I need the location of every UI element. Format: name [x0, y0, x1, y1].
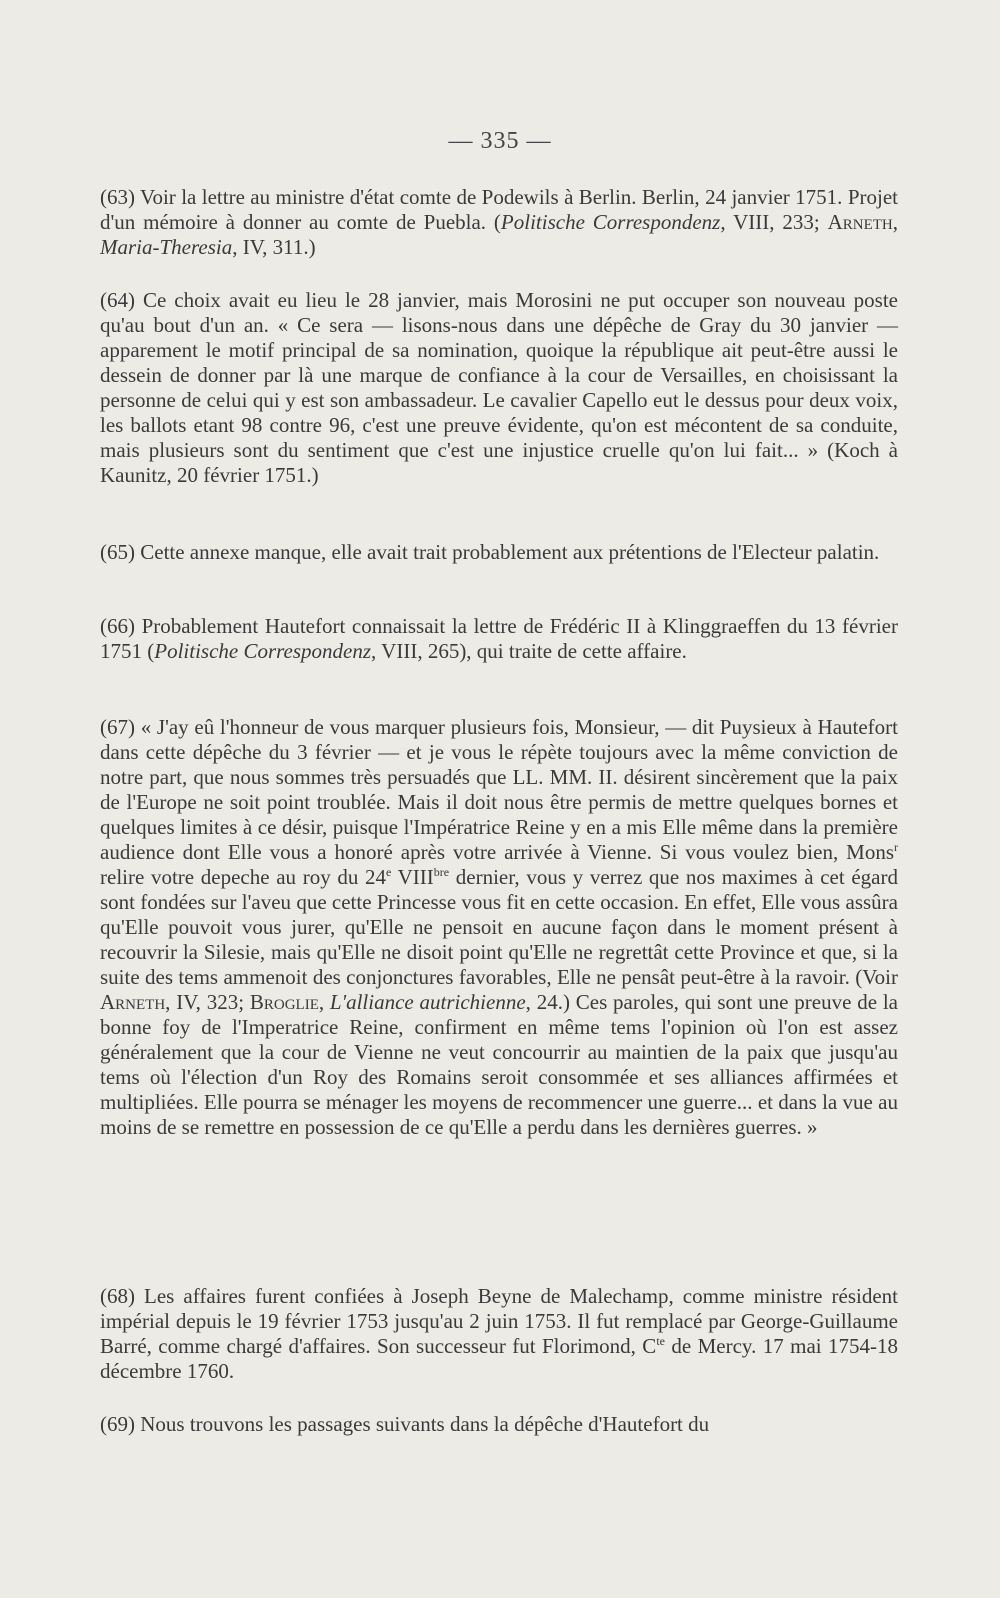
footnote-66	[100, 614, 898, 664]
footnote-65-text: (65) Cette annexe manque, elle avait trait probablement aux prétentions de l'Electeur palatin.	[100, 540, 880, 564]
text-run: (63) Voir la lettre au ministre d'état comte de Podewils à Berlin. Berlin, 24 janvier 1751. Projet d'un mémoire à donner au comte de Puebla. (	[100, 185, 898, 234]
text-run: , VIII, 233;	[720, 210, 828, 234]
footnote-63-text	[100, 185, 898, 260]
author-name: Arneth	[827, 210, 893, 234]
text-run: dernier, vous y verrez que nos maximes à cet égard sont fondées sur l'aveu que cette Princesse vous fit en cette occasion. En effet, Elle vous assûra qu'Elle pouvoit vous jurer, qu'Elle ne pensoit en aucune façon dans le moment présent à recouvrir la Silesie, mais qu'Elle ne disoit point qu'Elle ne regrettât cette Province et que, si la suite des tems ammenoit des conjonctures favorables, Elle ne pensât peut-être à la ravoir. (Voir	[100, 865, 898, 989]
text-run: (67) « J'ay eû l'honneur de vous marquer plusieurs fois, Monsieur, — dit Puysieux à Hautefort dans cette dépêche du 3 février — et je vous le répète toujours avec la même conviction de notre part, que nous sommes très persuadés que LL. MM. II. désirent sincèrement que la paix de l'Europe ne soit point troublée. Mais il doit nous être permis de mettre quelques bornes et quelques limites à ce désir, puisque l'Impératrice Reine y en a mis Elle même dans la première audience dont Elle vous a honoré après votre arrivée à Vienne. Si vous voulez bien, Mons	[100, 715, 898, 864]
italic-title: L'alliance autrichienne	[329, 990, 526, 1014]
text-run: ,	[892, 210, 898, 234]
italic-title: Politische Correspondenz	[500, 210, 721, 234]
text-run: relire votre depeche au roy du 24	[100, 865, 387, 889]
italic-title: Politische Correspondenz	[154, 639, 372, 663]
footnote-66-text	[100, 614, 898, 664]
text-run: , VIII, 265), qui traite de cette affaire.	[371, 639, 687, 663]
footnote-68-text	[100, 1284, 898, 1384]
text-run: de Mercy. 17 mai 1754-18 décembre 1760.	[100, 1334, 899, 1383]
text-run: ,	[318, 990, 330, 1014]
footnote-69-text: (69) Nous trouvons les passages suivants dans la dépêche d'Hautefort du	[100, 1412, 710, 1436]
text-run: , IV, 311.)	[232, 235, 316, 259]
superscript: r	[894, 840, 898, 854]
page-number: — 335 —	[448, 128, 552, 154]
footnote-67	[100, 715, 898, 1140]
text-run: (66) Probablement Hautefort connaissait la lettre de Frédéric II à Klinggraeffen du 13 février 1751 (	[100, 614, 898, 663]
footnote-65	[100, 540, 898, 565]
text-run: (68) Les affaires furent confiées à Joseph Beyne de Malechamp, comme ministre résident impérial depuis le 19 février 1753 jusqu'au 2 juin 1753. Il fut remplacé par George-Guillaume Barré, comme chargé d'affaires. Son successeur fut Florimond, C	[100, 1284, 898, 1358]
superscript: bre	[433, 865, 450, 879]
footnote-69	[100, 1412, 898, 1437]
superscript: e	[386, 865, 392, 879]
footnote-68	[100, 1284, 898, 1384]
footnote-64	[100, 288, 898, 488]
footnote-67-text	[100, 715, 898, 1140]
footnote-63	[100, 185, 898, 260]
text-run: , 24.) Ces paroles, qui sont une preuve de la bonne foy de l'Imperatrice Reine, confirment en même tems l'opinion où l'on est assez généralement que la cour de Vienne ne veut concourrir au maintien de la paix que jusqu'au tems où l'élection d'un Roy des Romains seroit consommée et ses alliances affirmées et multipliées. Elle pourra se ménager les moyens de recommencer une guerre... et dans la vue au moins de se remettre en possession de ce qu'Elle a perdu dans les dernières guerres. »	[100, 990, 898, 1139]
italic-title: Maria-Theresia	[100, 235, 233, 259]
text-run: , IV, 323;	[165, 990, 250, 1014]
footnote-64-text: (64) Ce choix avait eu lieu le 28 janvier, mais Morosini ne put occuper son nouveau poste qu'au bout d'un an. « Ce sera — lisons-nous dans une dépêche de Gray du 30 janvier — apparement le motif principal de sa nomination, quoique la république ait peut-être aussi le dessein de donner par là une marque de confiance à la cour de Versailles, en choisissant la personne de celui qui y est son ambassadeur. Le cavalier Capello eut le dessus pour deux voix, les ballots etant 98 contre 96, c'est une preuve évidente, qu'on est mécontent de sa conduite, mais plusieurs sont du sentiment que c'est une injustice cruelle qu'on lui fait... » (Koch à Kaunitz, 20 février 1751.)	[100, 288, 898, 487]
text-run: VIII	[391, 865, 434, 889]
superscript: te	[656, 1334, 665, 1348]
author-name: Broglie	[249, 990, 319, 1014]
author-name: Arneth	[100, 990, 166, 1014]
